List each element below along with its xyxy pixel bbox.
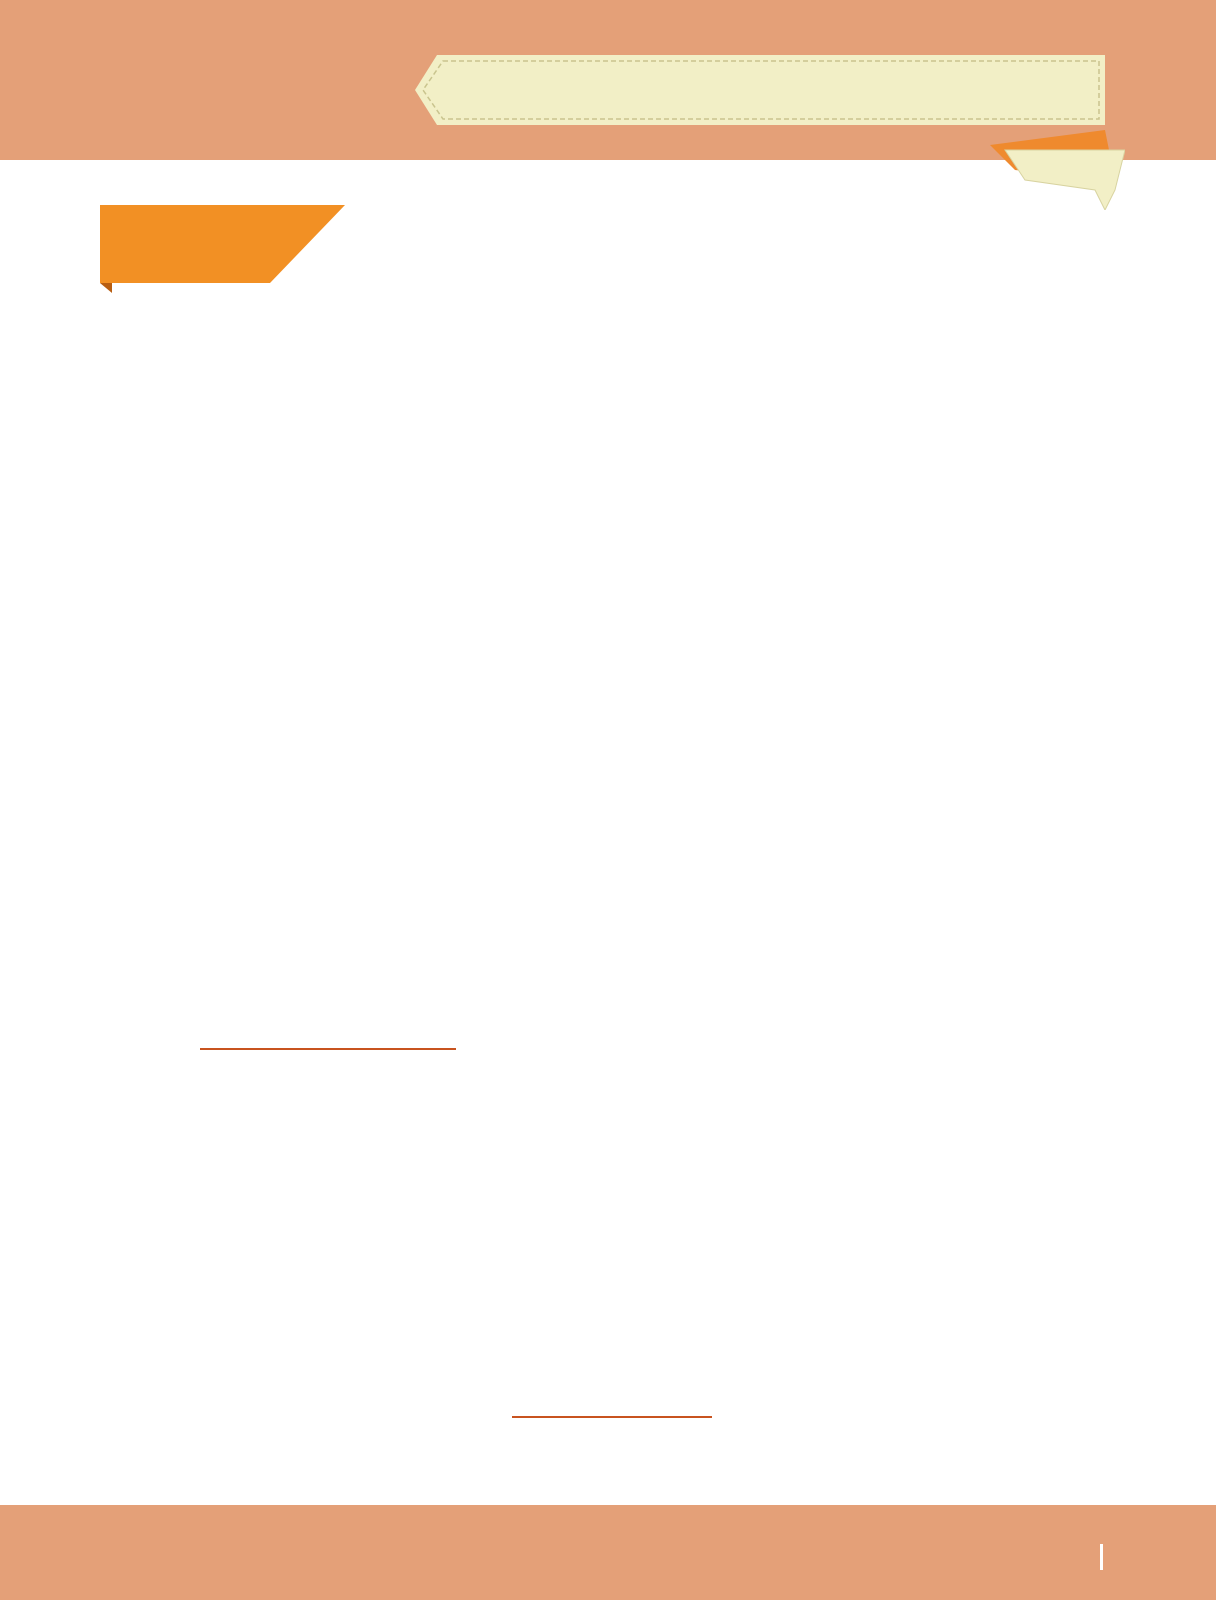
footer-zigzag-edge — [0, 1495, 1216, 1519]
top-grids — [0, 540, 1216, 790]
ex1-blank-result[interactable] — [356, 1028, 456, 1050]
exercise1-equation — [200, 1028, 456, 1056]
ex1-blank-1[interactable] — [200, 1028, 278, 1050]
exercise2-equation — [512, 1396, 712, 1424]
ex1-blank-2[interactable] — [278, 1028, 356, 1050]
ex2-blank-2[interactable] — [567, 1396, 632, 1418]
exercise1-grid — [0, 840, 1216, 1000]
exercise2-grid — [0, 1110, 1216, 1360]
ex2-blank-result[interactable] — [632, 1396, 712, 1418]
consigna-tag — [100, 205, 355, 295]
footer-separator — [1100, 1544, 1103, 1570]
ex2-blank-1[interactable] — [512, 1396, 567, 1418]
footer-band — [0, 1505, 1216, 1600]
title-ribbon — [415, 50, 1125, 210]
